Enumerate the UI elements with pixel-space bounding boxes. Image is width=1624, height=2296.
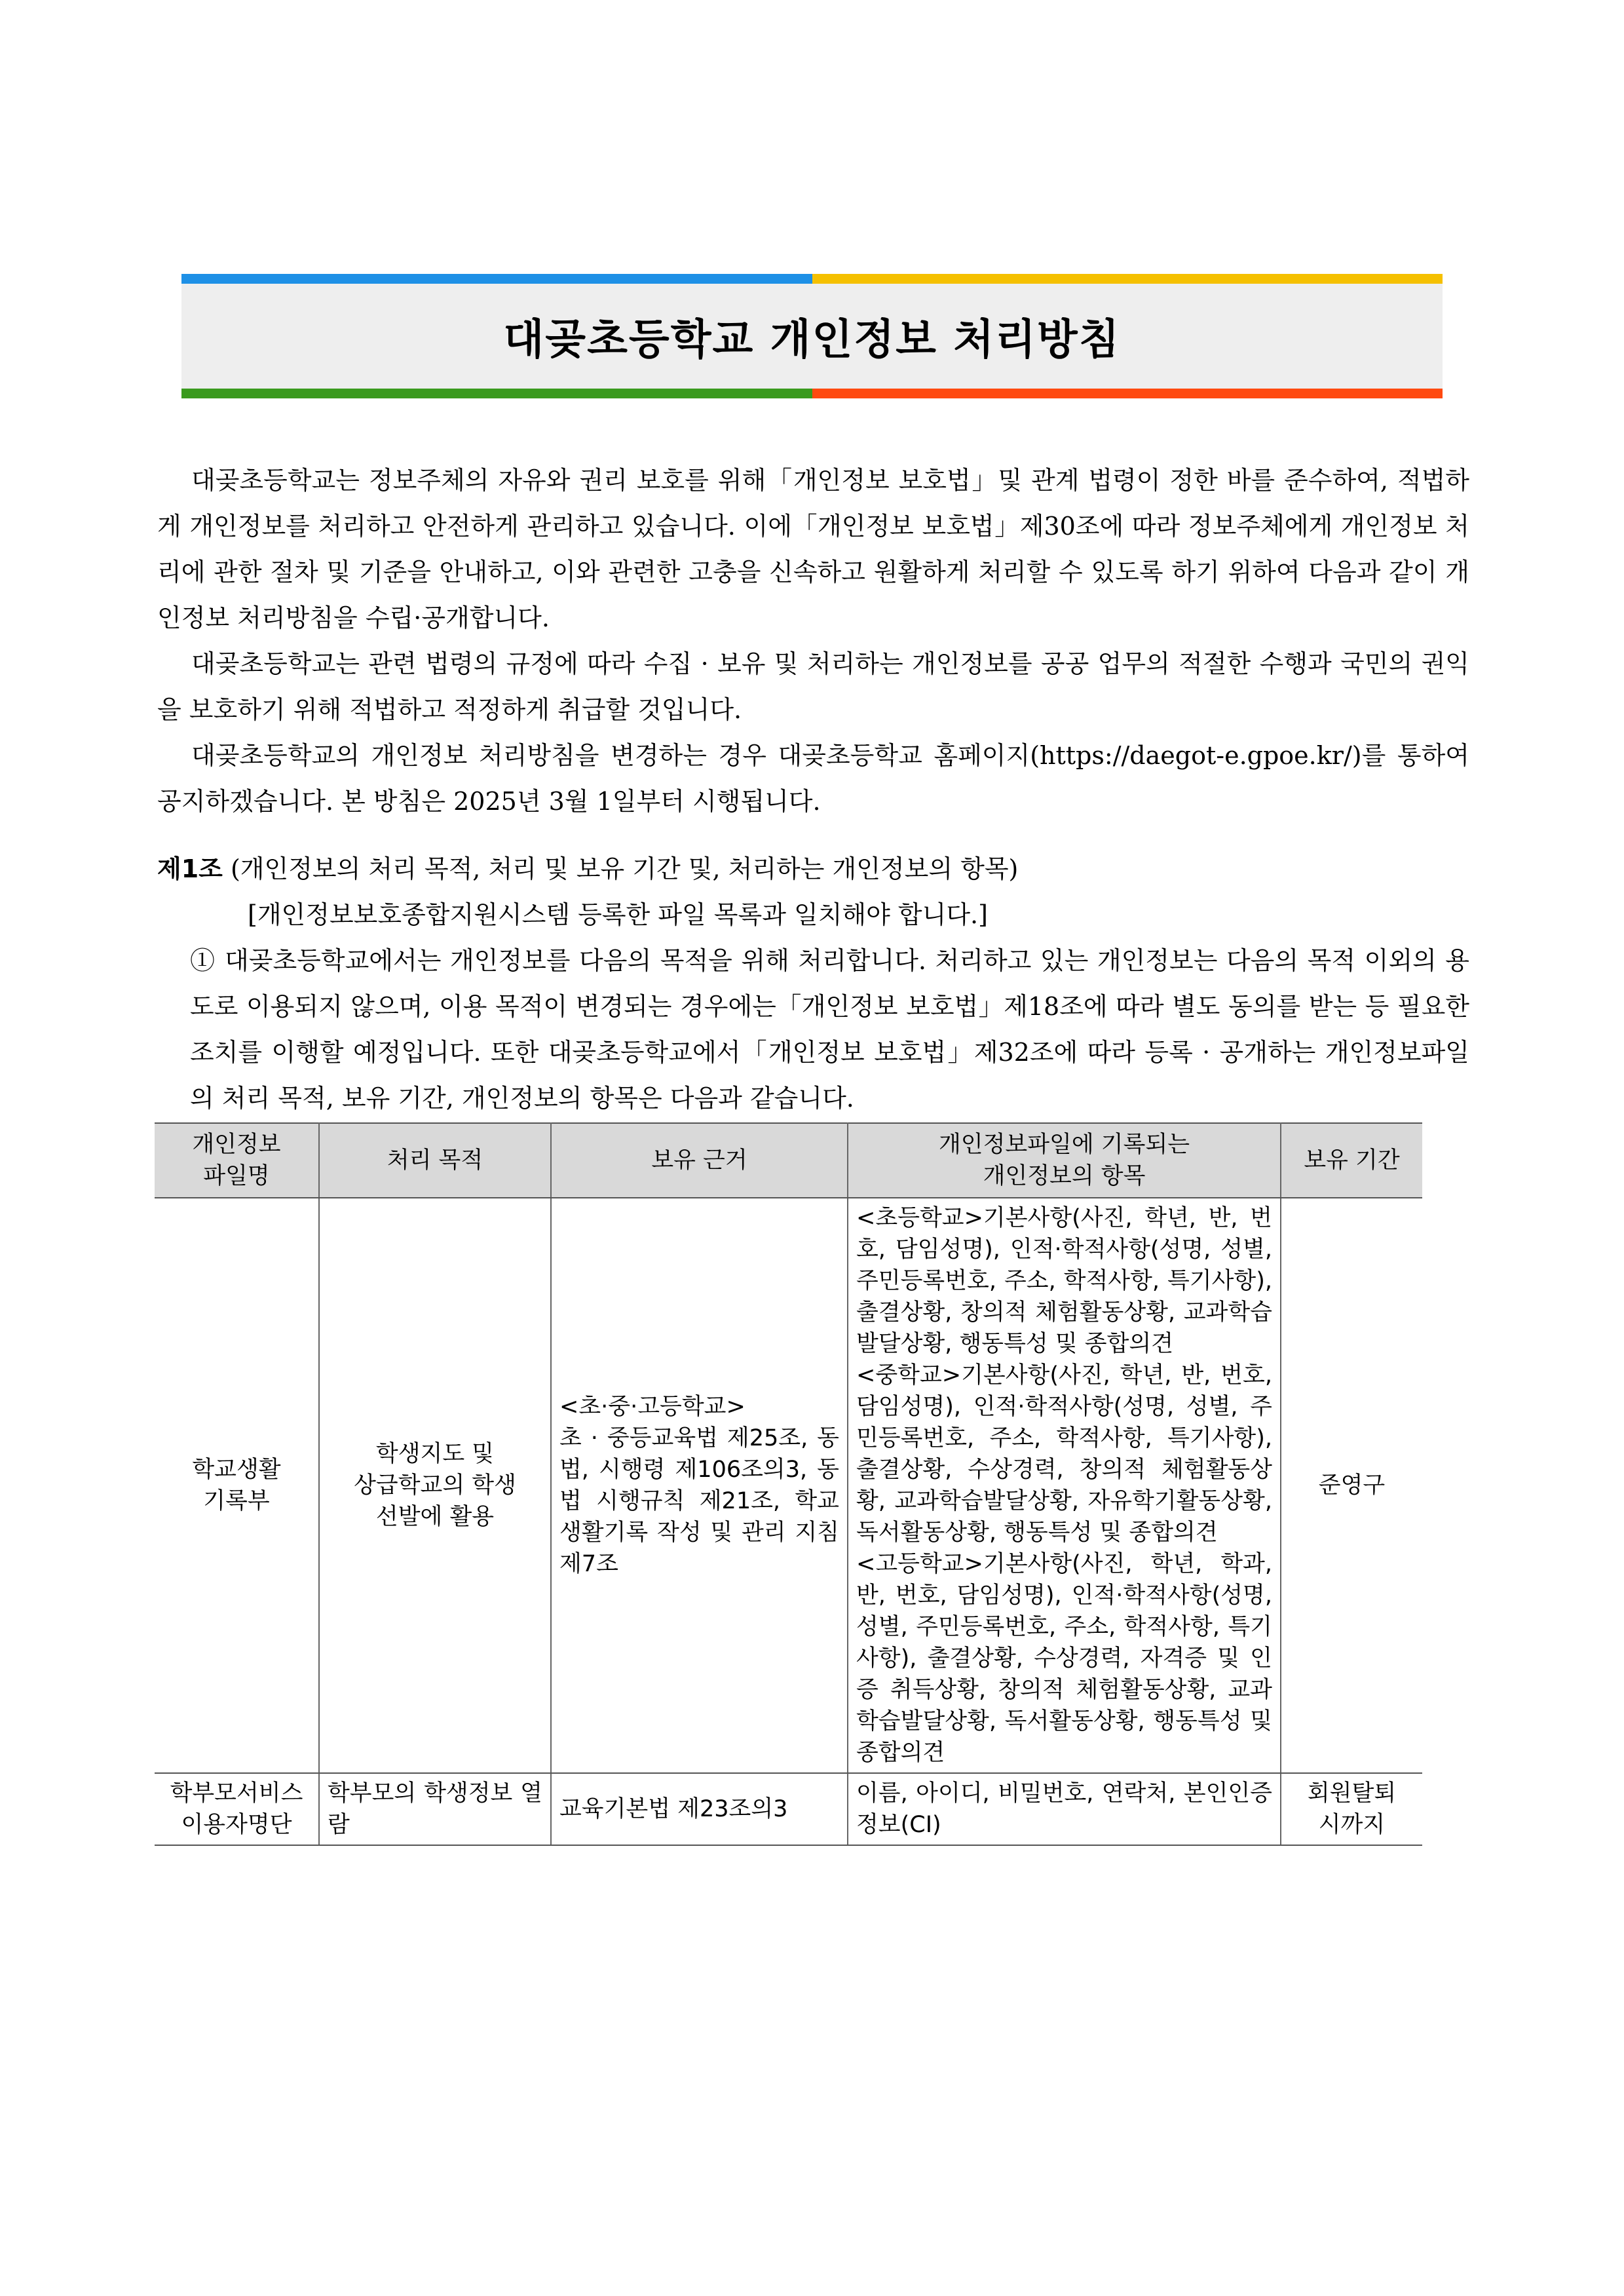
header-items: 개인정보파일에 기록되는 개인정보의 항목 xyxy=(848,1123,1281,1198)
cell-period: 회원탈퇴 시까지 xyxy=(1281,1773,1422,1845)
cell-basis: <초·중·고등학교> 초 · 중등교육법 제25조, 동법, 시행령 제106조의3, 동법 시행규칙 제21조, 학교생활기록 작성 및 관리 지침 제7조 xyxy=(551,1198,848,1773)
table-row xyxy=(155,1198,1422,1773)
cell-purpose: 학부모의 학생정보 열람 xyxy=(319,1773,551,1845)
cell-items xyxy=(848,1198,1281,1773)
page-title: 대곶초등학교 개인정보 처리방침 xyxy=(503,316,1121,364)
table-header-row xyxy=(155,1123,1422,1198)
article-1-item-1: ① 대곶초등학교에서는 개인정보를 다음의 목적을 위해 처리합니다. 처리하고 있는 개인정보는 다음의 목적 이외의 용도로 이용되지 않으며, 이용 목적이 변경되는 경우에는「개인정보 보호법」제18조에 따라 별도 동의를 받는 등 필요한 조치를 이행할 예정입니다. 또한 대곶초등학교에서「개인정보 보호법」제32조에 따라 등록 · 공개하는 개인정보파일의 처리 목적, 보유 기간, 개인정보의 항목은 다음과 같습니다. xyxy=(190,946,1469,1113)
cell-file-name: 학교생활 기록부 xyxy=(155,1198,319,1773)
cell-file-name: 학부모서비스 이용자명단 xyxy=(155,1773,319,1845)
banner-bottom-green-bar xyxy=(181,389,812,398)
table-row xyxy=(155,1773,1422,1845)
cell-period: 준영구 xyxy=(1281,1198,1422,1773)
article-1-heading xyxy=(157,846,1018,892)
article-1-note: [개인정보보호종합지원시스템 등록한 파일 목록과 일치해야 합니다.] xyxy=(248,900,988,929)
banner-top-yellow-bar xyxy=(812,274,1443,284)
personal-info-file-table xyxy=(155,1122,1422,1846)
header-file-name: 개인정보 파일명 xyxy=(155,1123,319,1198)
cell-items: 이름, 아이디, 비밀번호, 연락처, 본인인증정보(CI) xyxy=(848,1773,1281,1845)
items-high: <고등학교>기본사항(사진, 학년, 학과, 반, 번호, 담임성명), 인적·학적사항(성명, 성별, 주민등록번호, 주소, 학적사항, 특기사항), 출결상황, 수상경력, 자격증 및 인증 취득상황, 창의적 체험활동상황, 교과학습발달상황, 독서활동상황, 행동특성 및 종합의견 xyxy=(856,1551,1272,1766)
article-1-label: 제1조 xyxy=(157,854,223,883)
intro-paragraph-1: 대곶초등학교는 정보주체의 자유와 권리 보호를 위해「개인정보 보호법」및 관계 법령이 정한 바를 준수하여, 적법하게 개인정보를 처리하고 안전하게 관리하고 있습니다. 이에「개인정보 보호법」제30조에 따라 정보주체에게 개인정보 처리에 관한 절차 및 기준을 안내하고, 이와 관련한 고충을 신속하고 원활하게 처리할 수 있도록 하기 위하여 다음과 같이 개인정보 처리방침을 수립·공개합니다. xyxy=(157,466,1469,632)
header-basis: 보유 근거 xyxy=(551,1123,848,1198)
banner-top-blue-bar xyxy=(181,274,812,284)
intro-paragraph-2: 대곶초등학교는 관련 법령의 규정에 따라 수집 · 보유 및 처리하는 개인정보를 공공 업무의 적절한 수행과 국민의 권익을 보호하기 위해 적법하고 적정하게 취급할 것입니다. xyxy=(157,649,1469,724)
cell-basis: 교육기본법 제23조의3 xyxy=(551,1773,848,1845)
header-period: 보유 기간 xyxy=(1281,1123,1422,1198)
intro-paragraph-3: 대곶초등학교의 개인정보 처리방침을 변경하는 경우 대곶초등학교 홈페이지(https://daegot-e.gpoe.kr/)를 통하여 공지하겠습니다. 본 방침은 2025년 3월 1일부터 시행됩니다. xyxy=(157,741,1469,816)
title-banner xyxy=(181,274,1443,398)
header-purpose: 처리 목적 xyxy=(319,1123,551,1198)
cell-purpose: 학생지도 및 상급학교의 학생 선발에 활용 xyxy=(319,1198,551,1773)
items-middle: <중학교>기본사항(사진, 학년, 반, 번호, 담임성명), 인적·학적사항(성명, 성별, 주민등록번호, 주소, 학적사항, 특기사항), 출결상황, 수상경력, 창의적 체험활동상황, 교과학습발달상황, 자유학기활동상황, 독서활동상황, 행동특성 및 종합의견 xyxy=(856,1362,1272,1546)
banner-bottom-red-bar xyxy=(812,389,1443,398)
article-1-title: (개인정보의 처리 목적, 처리 및 보유 기간 및, 처리하는 개인정보의 항목) xyxy=(230,854,1019,883)
items-elementary: <초등학교>기본사항(사진, 학년, 반, 번호, 담임성명), 인적·학적사항(성명, 성별, 주민등록번호, 주소, 학적사항, 특기사항), 출결상황, 창의적 체험활동상황, 교과학습발달상황, 행동특성 및 종합의견 xyxy=(856,1205,1272,1357)
